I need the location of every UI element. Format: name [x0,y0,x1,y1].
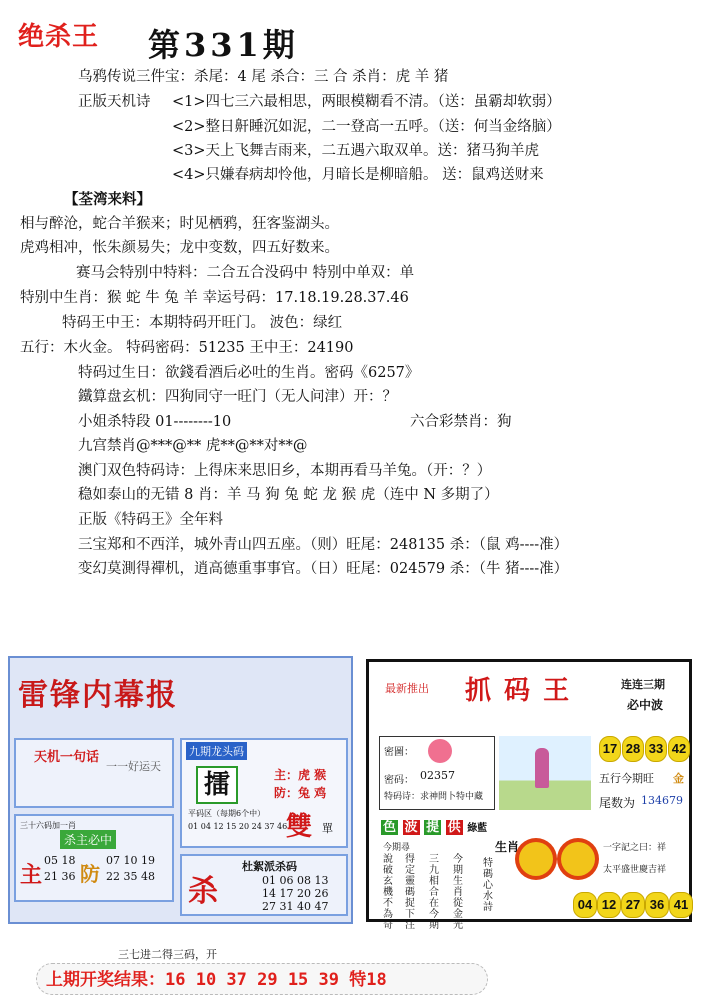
text-line: 虎鸡相冲，怅朱颜易失；龙中变数，四五好数来。 [20,240,339,256]
bose-char: 波 [404,820,418,835]
dujia-title: 杜絮派杀码 [242,860,297,873]
text-line: <3>天上飞舞吉雨来，二五遇六取双单。送：猪马狗羊虎 [172,143,540,159]
big-char: 擂 [196,766,238,804]
tianji-box [14,738,174,808]
poem-column: 三九相合在今期 [429,854,439,931]
bose-char: 色 [383,820,397,835]
pingma-nums: 01 04 12 15 20 24 37 46 [188,822,288,831]
ball: 12 [597,892,621,918]
bose-tail: 綠藍 [467,823,488,834]
sha-char: 杀 [188,874,218,909]
text-line: 赛马会特别中特料：二合五合没码中 特别中单双：单 [76,265,415,281]
panel-title: 雷锋内幕报 [18,678,178,713]
pingma-label: 平码区（每期6个中） [188,809,266,818]
text-line: 正版天机诗 [78,94,151,110]
text-line: 稳如泰山的无错 8 肖：羊 马 狗 兔 蛇 龙 猴 虎（连中 N 多期了） [78,487,499,503]
text-line: 三宝郑和不西洋，城外青山四五座。（则）旺尾：248135 杀：（鼠 鸡----准） [78,537,569,553]
leifeng-panel [8,656,353,924]
ball: 04 [573,892,597,918]
sha-row: 01 06 08 13 [262,874,329,887]
text-line: 乌鸦传说三件宝：杀尾：4 尾 杀合：三 合 杀肖：虎 羊 猪 [78,69,449,85]
yizi-label: 一字記之曰：祥 [603,843,667,853]
brand-title: 绝杀王 [18,22,100,52]
weishu-label: 尾数为 [599,796,636,810]
shengxiao-label: 生肖 [495,840,520,854]
xiao-sha-label: 杀主必中 [60,830,116,849]
text-line: 澳门双色特码诗：上得床来思旧乡，本期再看马羊兔。（开：？） [78,463,492,479]
text-line: 正版《特码王》全年料 [78,512,223,528]
poem-value: 求神問卜特中藏 [420,792,484,802]
result-text: 上期开奖结果：16 10 37 29 15 39 特18 [46,970,387,990]
ball: 17 [599,736,621,762]
text-line: 六合彩禁肖：狗 [410,414,512,430]
ball: 42 [668,736,690,762]
poem-column: 得定靈碼捉下注 [405,854,415,931]
text-line: 五行：木火金。 特码密码：51235 王中王：24190 [20,340,354,356]
text-line: 鐵算盘玄机：四狗同守一旺门（无人问津）开：？ [78,389,397,405]
wuxing-label: 五行今期旺 [599,772,654,785]
poem-column: 今期生肖從金光 [453,854,463,931]
text-line: 特码王中王：本期特码开旺门。 波色：绿红 [62,315,343,331]
illustration [499,736,591,810]
zhu-char: 主 [20,862,43,888]
sha-row: 14 17 20 26 [262,887,329,900]
wuxing-value: 金 [673,772,684,785]
dan-char: 單 [322,822,333,835]
text-line: 小姐杀特段 01--------10 [78,414,232,430]
zhuama-panel [366,659,692,931]
text-line: 特别中生肖：猴 蛇 牛 兔 羊 幸运号码：17.18.19.28.37.46 [20,290,409,306]
sha-box [180,854,348,916]
mima-box [379,736,495,810]
text-line: 特码过生日：欲錢看酒后必吐的生肖。密码《6257》 [78,365,420,381]
jiuqi-title: 九期龙头码 [186,742,247,760]
issue-number: 第331期 [148,26,299,64]
text-line: <1>四七三六最相思，两眼模糊看不清。（送：虽霸却软弱） [172,94,561,110]
zhu-label: 主：虎 猴 [274,768,327,782]
mima2-value: 02357 [420,769,455,782]
poem-label: 特码诗： [384,792,421,802]
figure-icon [535,748,549,788]
bose-row [381,816,487,835]
fang-label: 防：兔 鸡 [274,786,327,800]
text-line: 变幻莫測得禪机，逍高德重事事官。（日）旺尾：024579 杀：（牛 猪----准） [78,561,569,577]
right-nums-1: 07 10 19 [106,854,155,867]
mima-picture [428,739,452,763]
mima-label: 密圖： [384,747,414,758]
jiuqi-box [180,738,348,848]
section-heading: 【荃湾来料】 [64,191,151,208]
yizhou-label: 三十六码加一肖 [20,821,76,830]
text-line: <4>只嫌春病却怜他，月暗长是柳暗船。 送：鼠鸡送财来 [172,167,544,183]
burst-icon [561,842,595,876]
burst-icon [519,842,553,876]
tianji-sub: 一一好运天 [106,760,161,773]
new-label: 最新推出 [385,682,429,695]
bose-char: 供 [447,820,461,835]
ball: 41 [669,892,693,918]
left-nums-1: 05 18 [44,854,76,867]
ball: 27 [621,892,645,918]
lianlian-label: 连连三期 [621,678,665,691]
text-line: 九宫禁肖@***@** 虎**@**对**@ [78,438,308,454]
bottom-note: 三七进二得三码，开 [118,948,217,961]
tianji-title: 天机一句话 [34,750,100,765]
text-line: <2>整日鼾睡沉如泥，二一登高一五呼。（送：何当金络脑） [172,119,561,135]
yizi-poem: 太平盛世慶吉祥 [603,865,667,875]
teshi-label: 特碼心水詩 [483,858,493,913]
sha-row: 27 31 40 47 [262,900,329,913]
fang-char: 防 [80,862,100,886]
zhu-fang-box [14,814,174,902]
text-line: 相与醉沧，蛇合羊猴来；时见栖鸦，狂客鉴湖头。 [20,216,339,232]
left-nums-2: 21 36 [44,870,76,883]
zhuama-title: 抓 码 王 [465,676,572,706]
bose-char: 提 [426,820,440,835]
ball: 33 [645,736,667,762]
col-title: 今期尋 [383,843,411,853]
ball: 36 [645,892,669,918]
ball: 28 [622,736,644,762]
mima2-label: 密码： [384,775,414,786]
shuang-char: 雙 [286,812,313,842]
poem-column: 說破玄機不為奇 [383,854,393,931]
bizhong-label: 必中波 [627,698,664,712]
weishu-value: 134679 [641,794,683,807]
right-nums-2: 22 35 48 [106,870,155,883]
